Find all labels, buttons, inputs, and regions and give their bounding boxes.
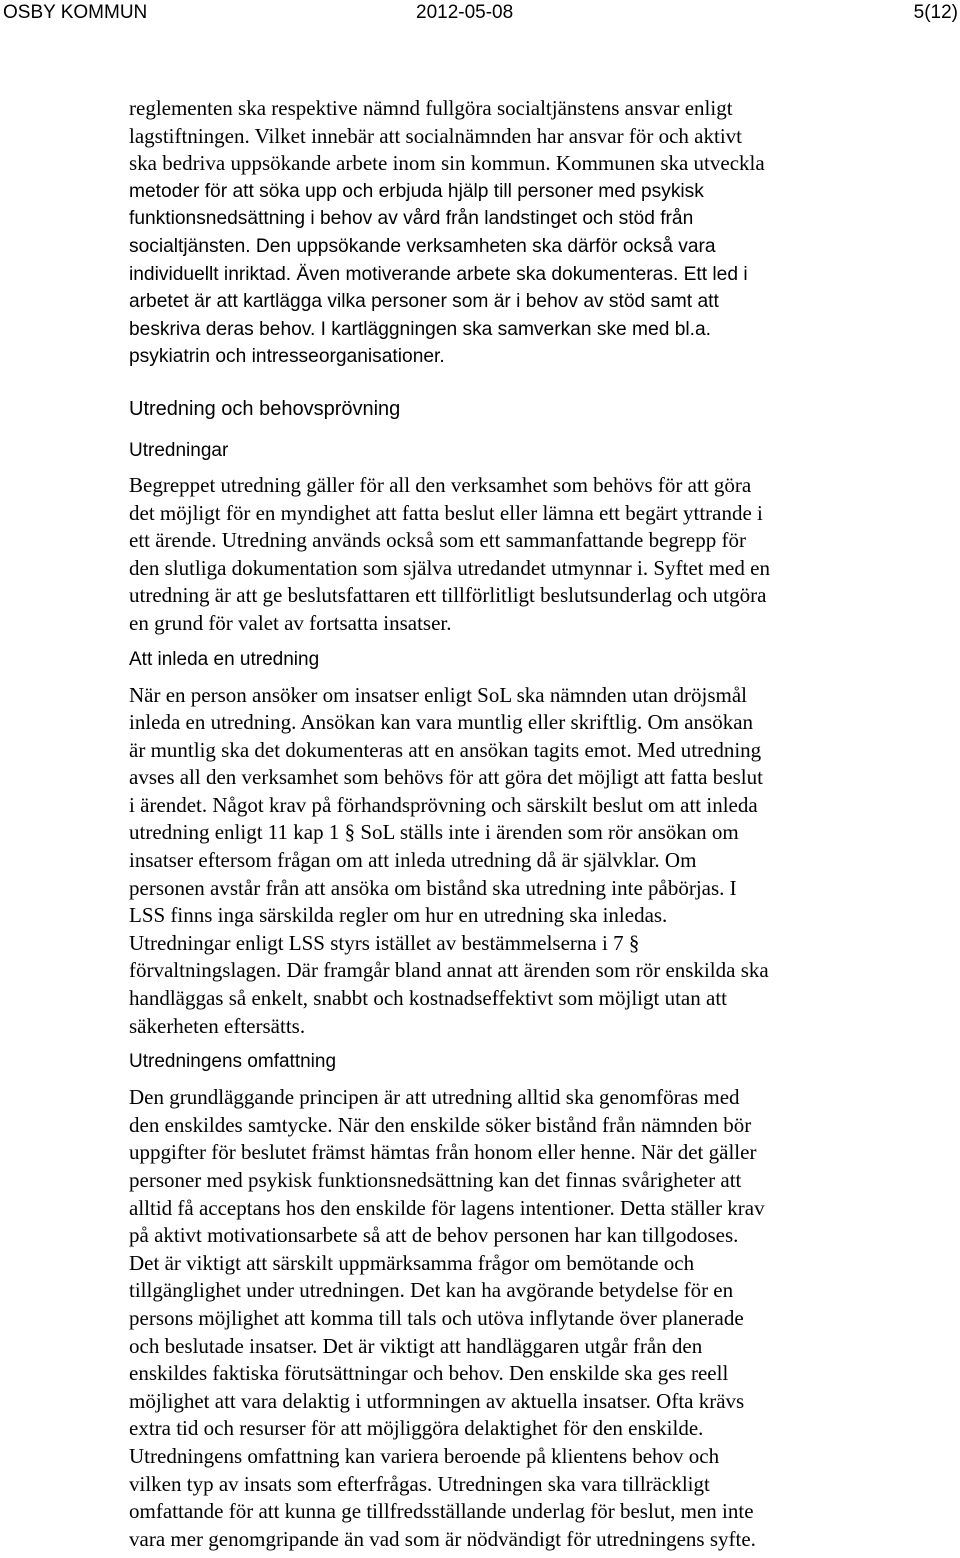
text-line: extra tid och resurser för att möjliggöra delaktighet för den enskilde. <box>129 1416 704 1441</box>
text-line: Den grundläggande principen är att utredning alltid ska genomföras med <box>129 1085 740 1110</box>
text-line: i ärendet. Något krav på förhandsprövning och särskilt beslut om att inleda <box>129 792 758 817</box>
section-heading: Utredning och behovsprövning <box>129 397 401 420</box>
intro-sans-block <box>129 178 869 371</box>
subsection-heading-omfattning: Utredningens omfattning <box>129 1051 337 1073</box>
text-line: psykiatrin och intresseorganisationer. <box>129 346 445 368</box>
text-line: insatser eftersom frågan om att inleda utredning då är självklar. Om <box>129 848 697 873</box>
text-line: det möjligt för en myndighet att fatta beslut eller lämna ett begärt yttrande i <box>129 500 763 525</box>
text-line: möjlighet att vara delaktig i utformningen av aktuella insatser. Ofta krävs <box>129 1388 745 1413</box>
page-header <box>0 0 960 26</box>
text-line: lagstiftningen. Vilket innebär att socialnämnden har ansvar för och aktivt <box>129 123 742 148</box>
text-line: metoder för att söka upp och erbjuda hjälp till personer med psykisk <box>129 180 704 202</box>
text-line: LSS finns inga särskilda regler om hur en utredning ska inledas. <box>129 903 668 928</box>
text-line: förvaltningslagen. Där framgår bland annat att ärenden som rör enskilda ska <box>129 958 769 983</box>
text-line: persons möjlighet att komma till tals och utöva inflytande över planerade <box>129 1305 744 1330</box>
text-line: ett ärende. Utredning används också som ett sammanfattande begrepp för <box>129 528 746 553</box>
text-line: Det är viktigt att särskilt uppmärksamma frågor om bemötande och <box>129 1250 695 1275</box>
text-line: den slutliga dokumentation som själva utredandet utmynnar i. Syftet med en <box>129 555 770 580</box>
paragraph-omfattning <box>129 1084 869 1553</box>
paragraph-att-inleda <box>129 682 869 1041</box>
header-organization: OSBY KOMMUN <box>3 2 148 23</box>
text-line: utredning är att ge beslutsfattaren ett tillförlitligt beslutsunderlag och utgöra <box>129 583 767 608</box>
text-line: och beslutade insatser. Det är viktigt att handläggaren utgår från den <box>129 1333 703 1358</box>
text-line: funktionsnedsättning i behov av vård från landstinget och stöd från <box>129 208 694 230</box>
text-line: vara mer genomgripande än vad som är nödvändigt för utredningens syfte. <box>129 1526 756 1551</box>
text-line: omfattande för att kunna ge tillfredsställande underlag för beslut, men inte <box>129 1499 754 1524</box>
subsection-heading-utredningar: Utredningar <box>129 439 229 461</box>
text-line: När en person ansöker om insatser enligt SoL ska nämnden utan dröjsmål <box>129 682 747 707</box>
text-line: den enskildes samtycke. När den enskilde söker bistånd från nämnden bör <box>129 1112 752 1137</box>
text-line: Utredningar enligt LSS styrs istället av bestämmelserna i 7 § <box>129 930 640 955</box>
header-page-number: 5(12) <box>913 2 958 23</box>
paragraph-utredningar <box>129 472 869 638</box>
text-line: handläggas så enkelt, snabbt och kostnadseffektivt som möjligt utan att <box>129 986 727 1011</box>
text-line: uppgifter för beslutet främst hämtas från honom eller henne. När det gäller <box>129 1140 757 1165</box>
text-line: avses all den verksamhet som behövs för att göra det möjligt att fatta beslut <box>129 765 763 790</box>
text-line: på aktivt motivationsarbete så att de behov personen har kan tillgodoses. <box>129 1223 739 1248</box>
intro-paragraph <box>129 95 869 371</box>
text-line: socialtjänsten. Den uppsökande verksamheten ska därför också vara <box>129 235 716 257</box>
text-line: beskriva deras behov. I kartläggningen ska samverkan ske med bl.a. <box>129 318 711 340</box>
text-line: alltid få acceptans hos den enskilde för lagens intentioner. Detta ställer krav <box>129 1195 765 1220</box>
text-line: reglementen ska respektive nämnd fullgöra socialtjänstens ansvar enligt <box>129 96 733 120</box>
text-line: tillgänglighet under utredningen. Det kan ha avgörande betydelse för en <box>129 1278 734 1303</box>
text-line: en grund för valet av fortsatta insatser. <box>129 610 452 635</box>
text-line: arbetet är att kartlägga vilka personer som är i behov av stöd samt att <box>129 291 719 313</box>
document-body <box>129 95 869 1553</box>
text-line: säkerheten eftersätts. <box>129 1013 306 1038</box>
text-line: inleda en utredning. Ansökan kan vara muntlig eller skriftlig. Om ansökan <box>129 710 754 735</box>
text-line: utredning enligt 11 kap 1 § SoL ställs inte i ärenden som rör ansökan om <box>129 820 739 845</box>
subsection-heading-att-inleda: Att inleda en utredning <box>129 648 320 670</box>
text-line: individuellt inriktad. Även motiverande arbete ska dokumenteras. Ett led i <box>129 263 748 285</box>
text-line: Begreppet utredning gäller för all den verksamhet som behövs för att göra <box>129 472 752 497</box>
text-line: Utredningens omfattning kan variera beroende på klientens behov och <box>129 1443 720 1468</box>
header-date: 2012-05-08 <box>416 2 514 23</box>
text-line: ska bedriva uppsökande arbete inom sin kommun. Kommunen ska utveckla <box>129 151 765 176</box>
text-line: enskildes faktiska förutsättningar och behov. Den enskilde ska ges reell <box>129 1361 729 1386</box>
text-line: vilken typ av insats som efterfrågas. Utredningen ska vara tillräckligt <box>129 1471 710 1496</box>
text-line: personer med psykisk funktionsnedsättning kan det finnas svårigheter att <box>129 1168 742 1192</box>
text-line: är muntlig ska det dokumenteras att en ansökan tagits emot. Med utredning <box>129 737 762 762</box>
text-line: personen avstår från att ansöka om bistånd ska utredning inte påbörjas. I <box>129 875 737 900</box>
